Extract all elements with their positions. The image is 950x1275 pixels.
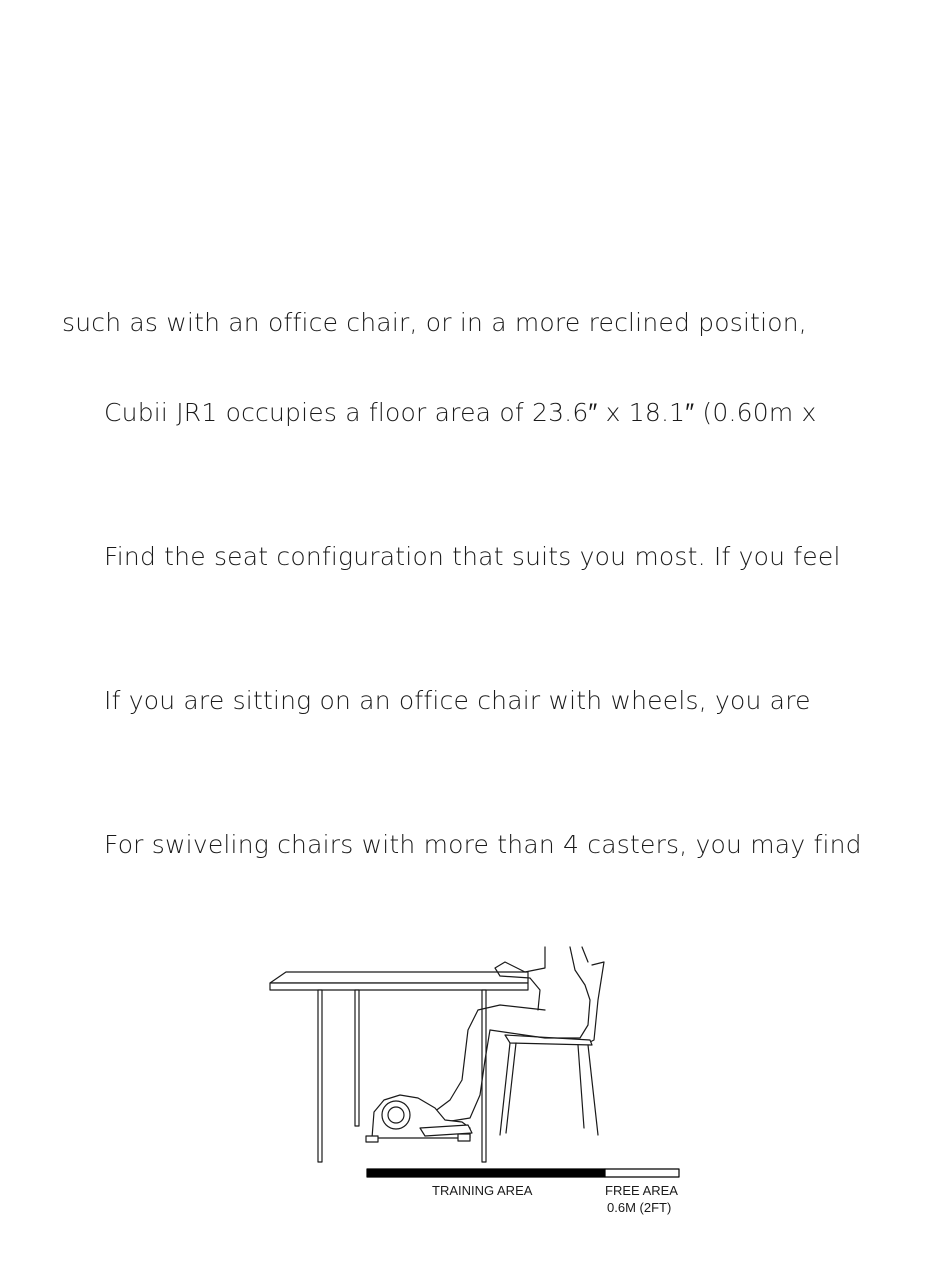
text-line-seating: such as with an office chair, or in a more reclined position, xyxy=(62,308,807,337)
free-area-bar xyxy=(605,1169,679,1177)
free-area-label: FREE AREA xyxy=(605,1183,678,1198)
training-area-bar xyxy=(367,1169,605,1177)
text-line-wheeled-chair: If you are sitting on an office chair with wheels, you are xyxy=(104,686,811,715)
free-area-size: 0.6M (2FT) xyxy=(607,1200,672,1215)
text-line-seat-config: Find the seat configuration that suits you most. If you feel xyxy=(104,542,841,571)
text-line-swivel-chair: For swiveling chairs with more than 4 casters, you may find xyxy=(104,830,862,859)
cubii-device-icon xyxy=(366,1095,472,1142)
text-line-floor-area: Cubii JR1 occupies a floor area of 23.6″ x 18.1″ (0.60m x xyxy=(104,398,817,427)
training-area-label: TRAINING AREA xyxy=(432,1183,533,1198)
